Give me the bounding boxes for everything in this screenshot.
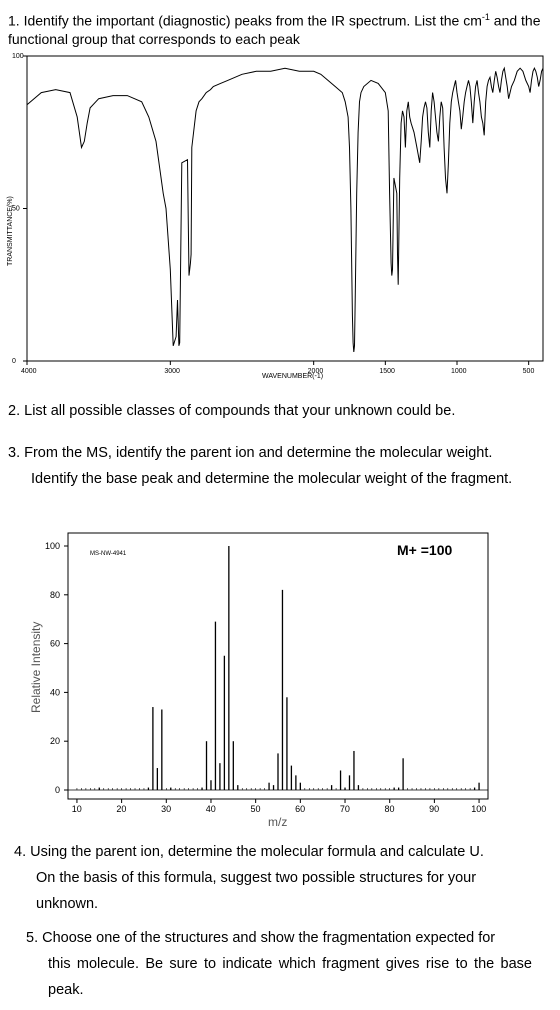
ir-spectrum-chart (0, 46, 560, 426)
ir-y-tick-label-1: 50 (12, 205, 20, 213)
ms-bars (99, 546, 479, 790)
ms-x-tick-label-7: 80 (384, 804, 395, 814)
ir-x-tick-label-0: 4000 (21, 368, 37, 375)
ms-y-axis-label: Relative Intensity (29, 621, 43, 713)
ir-x-tick-label-4: 1000 (451, 368, 467, 375)
question-1-number: 1. (8, 12, 20, 29)
ms-y-tick-label-3: 60 (50, 638, 61, 649)
question-1 (8, 8, 553, 48)
ms-x-tick-label-8: 90 (429, 804, 440, 814)
ms-x-axis-label: m/z (268, 815, 288, 829)
ms-x-tick-label-1: 20 (116, 804, 127, 814)
question-1-superscript: -1 (481, 12, 490, 22)
ir-x-tick-label-5: 500 (522, 368, 535, 375)
question-2 (8, 398, 553, 424)
ir-ticks (12, 53, 534, 375)
question-5 (26, 925, 532, 1003)
ms-ticks (45, 541, 488, 814)
ms-x-tick-label-0: 10 (71, 804, 82, 814)
ir-x-tick-label-3: 1500 (379, 368, 395, 375)
ir-x-tick-label-1: 3000 (164, 368, 180, 375)
ms-annotation: M+ =100 (397, 542, 453, 558)
question-4 (14, 839, 534, 917)
ir-x-axis-label: WAVENUMBER(-1) (262, 373, 324, 380)
question-4-line1: Using the parent ion, determine the molecular formula and calculate U. (30, 844, 484, 860)
ms-y-tick-label-5: 100 (45, 541, 61, 551)
ms-y-tick-label-1: 20 (50, 736, 61, 747)
question-5-line1: Choose one of the structures and show the fragmentation expected for (42, 930, 496, 946)
ms-x-tick-label-4: 50 (250, 804, 261, 814)
ms-x-tick-label-9: 100 (471, 804, 487, 814)
question-5-number: 5. (26, 930, 39, 946)
ms-y-tick-label-4: 80 (50, 589, 61, 600)
ms-x-tick-label-3: 40 (205, 804, 216, 814)
ms-x-tick-label-2: 30 (161, 804, 172, 814)
ms-y-tick-label-2: 40 (50, 687, 61, 698)
ir-plot-frame (27, 56, 543, 361)
ms-source-label: MS-NW-4941 (90, 551, 127, 557)
mass-spectrum-chart (0, 528, 560, 828)
ms-y-tick-label-0: 0 (55, 785, 61, 795)
ms-x-tick-label-5: 60 (295, 804, 306, 814)
question-3-line1: From the MS, identify the parent ion and determine the molecular weight. (24, 445, 493, 461)
ir-y-tick-label-0: 0 (12, 358, 16, 365)
question-3 (8, 440, 528, 492)
question-2-number: 2. (8, 403, 21, 419)
ir-y-tick-label-2: 100 (12, 53, 24, 60)
ms-x-tick-label-6: 70 (339, 804, 350, 814)
ir-x-tick-label-2: 2000 (307, 368, 324, 375)
question-5-rest: this molecule. Be sure to indicate which fragment gives rise to the base peak. (48, 956, 532, 998)
question-1-text-end: and the functional group that corresponds to each peak (8, 12, 541, 47)
question-4-number: 4. (14, 844, 27, 860)
question-3-number: 3. (8, 445, 21, 461)
ir-y-axis-label: TRANSMITTANCE(%) (7, 196, 14, 266)
ir-spectrum-line (27, 68, 543, 352)
question-2-text: List all possible classes of compounds that your unknown could be. (24, 403, 456, 419)
question-3-rest: Identify the base peak and determine the molecular weight of the fragment. (31, 471, 513, 487)
question-1-text: Identify the important (diagnostic) peaks from the IR spectrum. List the cm (23, 12, 482, 29)
question-4-rest: On the basis of this formula, suggest two possible structures for your unknown. (36, 870, 477, 912)
